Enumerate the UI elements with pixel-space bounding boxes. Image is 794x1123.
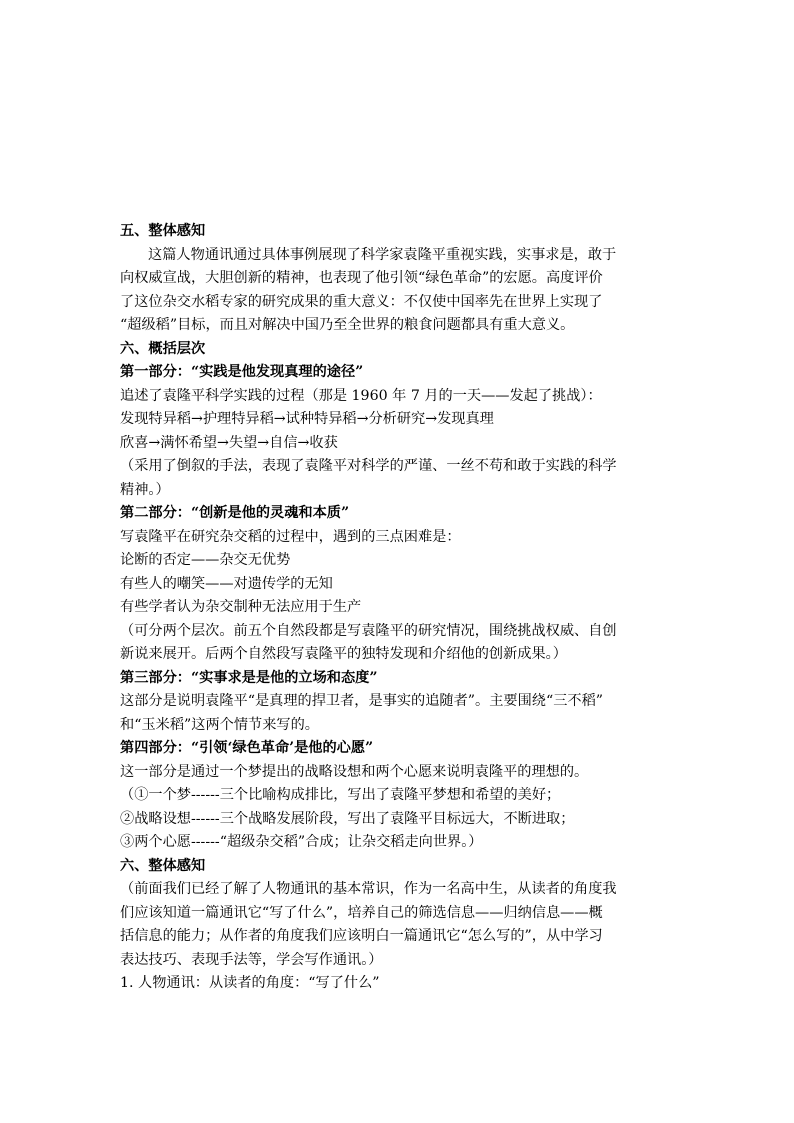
text-line: 有些学者认为杂交制种无法应用于生产: [120, 599, 362, 615]
text-line: 们应该知道一篇通讯它“写了什么”，培养自己的筛选信息——归纳信息——概: [120, 904, 603, 921]
text-line: 这部分是说明袁隆平“是真理的捍卫者，是事实的追随者”。主要围绕“三不稻”: [120, 693, 604, 709]
text-line: （采用了倒叙的手法，表现了袁隆平对科学的严谨、一丝不苟和敢于实践的科学: [120, 458, 617, 474]
text-line: 追述了袁隆平科学实践的过程（那是 1960 年 7 月的一天——发起了挑战）：: [120, 387, 602, 404]
document-page: [120, 220, 676, 996]
text-line: 1. 人物通讯：从读者的角度：“写了什么”: [120, 975, 380, 991]
text-line: ③两个心愿------“超级杂交稻”合成；让杂交稻走向世界。）: [120, 834, 483, 850]
text-line: 表达技巧、表现手法等，学会写作通讯。）: [120, 951, 383, 968]
text-line: 写袁隆平在研究杂交稻的过程中，遇到的三点困难是：: [120, 528, 461, 545]
text-line: 精神。）: [120, 481, 170, 498]
paragraph-line: 向权威宣战，大胆创新的精神，也表现了他引领“绿色革命”的宏愿。高度评价: [120, 270, 603, 286]
part-title-1: 第一部分：“实践是他发现真理的途径”: [120, 364, 364, 380]
text-line: 这一部分是通过一个梦提出的战略设想和两个心愿来说明袁隆平的理想的。: [120, 763, 589, 780]
text-line: 括信息的能力；从作者的角度我们应该明白一篇通讯它“怎么写的”，从中学习: [120, 928, 603, 944]
part-title-2: 第二部分：“创新是他的灵魂和本质”: [120, 505, 350, 521]
part-title-4: 第四部分：“引领‘绿色革命’是他的心愿”: [120, 740, 374, 756]
text-line: （可分两个层次。前五个自然段都是写袁隆平的研究情况，围绕挑战权威、自创: [120, 622, 617, 639]
text-line: 发现特异稻→护理特异稻→试种特异稻→分析研究→发现真理: [120, 411, 494, 427]
text-line: 论断的否定——杂交无优势: [120, 552, 291, 568]
paragraph-line: 这篇人物通讯通过具体事例展现了科学家袁隆平重视实践，实事求是，敢于: [148, 246, 617, 263]
text-line: （前面我们已经了解了人物通讯的基本常识，作为一名高中生，从读者的角度我: [120, 881, 617, 897]
text-line: 和“玉米稻”这两个情节来写的。: [120, 716, 319, 733]
text-line: （①一个梦------三个比喻构成排比，写出了袁隆平梦想和希望的美好；: [120, 787, 561, 803]
part-title-3: 第三部分：“实事求是是他的立场和态度”: [120, 669, 378, 686]
section-heading-overall-perception: 五、整体感知: [120, 223, 206, 239]
text-line: ②战略设想------三个战略发展阶段，写出了袁隆平目标远大，不断进取；: [120, 810, 575, 827]
text-line: 有些人的嘲笑——对遗传学的无知: [120, 575, 333, 592]
section-heading-summary-levels: 六、概括层次: [120, 340, 206, 357]
text-line: 新说来展开。后两个自然段写袁隆平的独特发现和介绍他的创新成果。）: [120, 646, 567, 662]
paragraph-line: “超级稻”目标，而且对解决中国乃至全世界的粮食问题都具有重大意义。: [120, 317, 575, 333]
paragraph-line: 了这位杂交水稻专家的研究成果的重大意义：不仅使中国率先在世界上实现了: [120, 293, 603, 310]
text-line: 欣喜→满怀希望→失望→自信→收获: [120, 434, 338, 451]
section-heading-overall-perception-2: 六、整体感知: [120, 857, 206, 874]
